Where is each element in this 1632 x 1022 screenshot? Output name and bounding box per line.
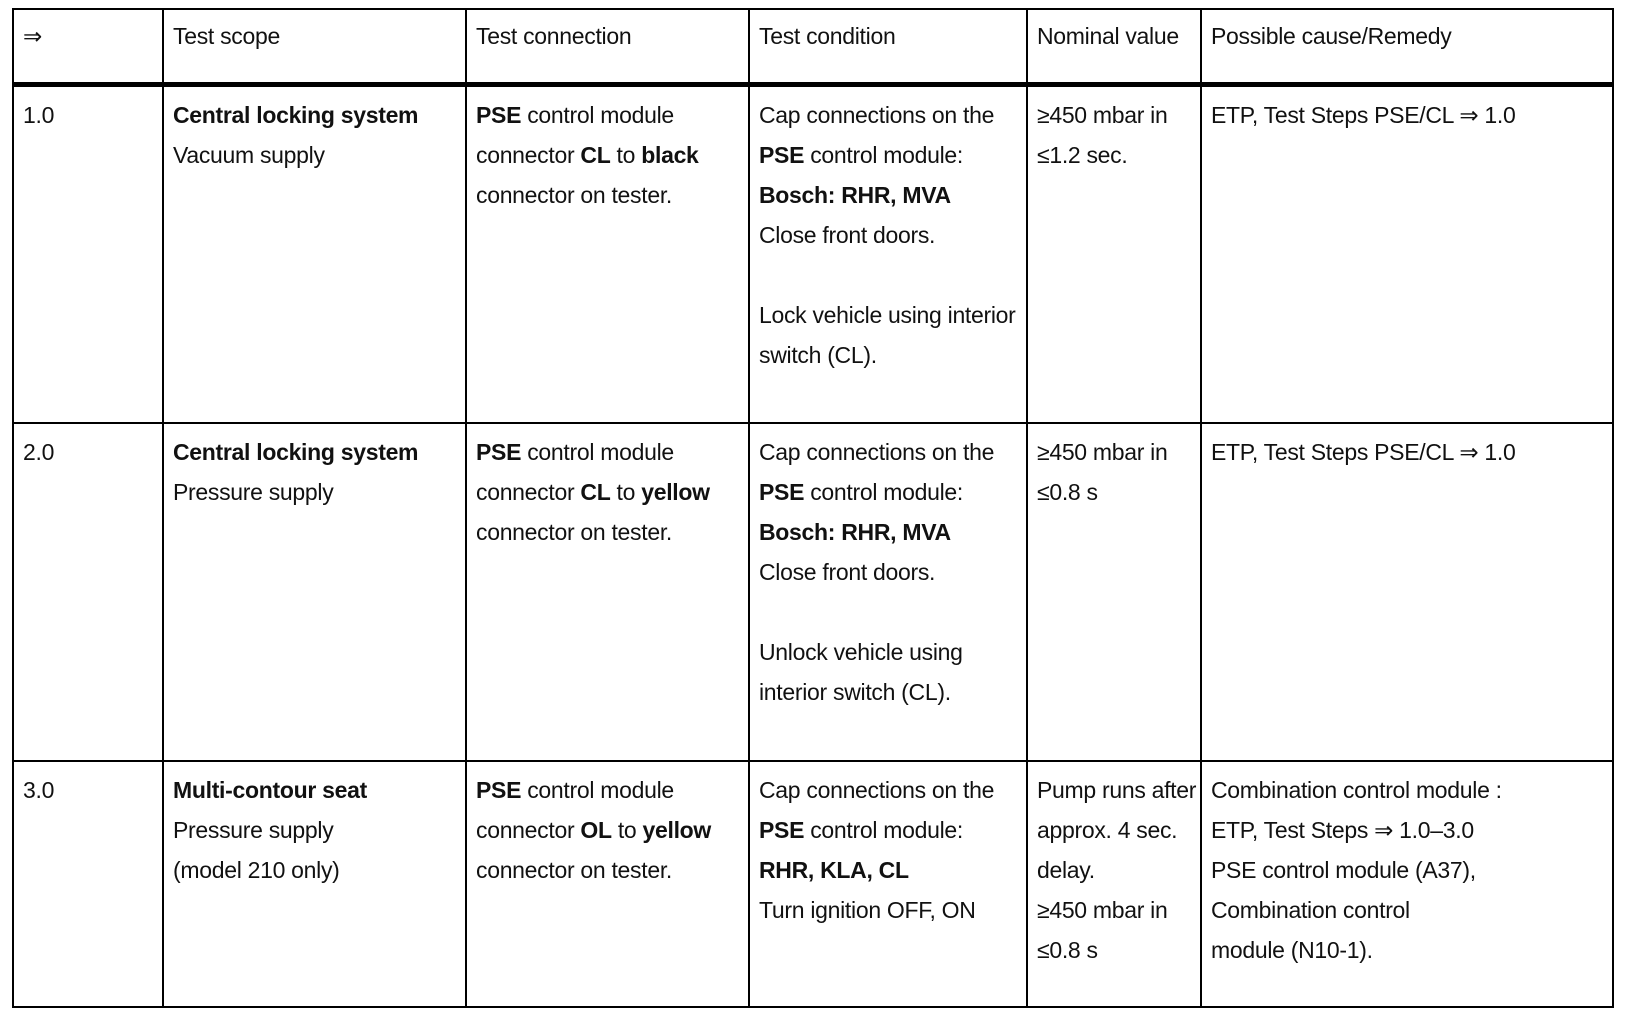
cond-text: Turn ignition OFF, ON	[759, 897, 976, 924]
header-nominal-value: Nominal value	[1027, 9, 1201, 84]
table-row	[13, 761, 1613, 1007]
cond-text: control module:	[804, 478, 963, 505]
conn-module-name: PSE	[476, 101, 522, 128]
conn-text: control module	[521, 777, 674, 804]
cond-module-name: PSE	[759, 817, 805, 844]
step-number: 2.0	[13, 423, 163, 762]
nominal-text: ≥450 mbar in	[1037, 101, 1168, 128]
cond-module-name: PSE	[759, 478, 805, 505]
test-condition-cell	[749, 84, 1027, 423]
nominal-text: approx. 4 sec.	[1037, 817, 1178, 844]
nominal-value-cell	[1027, 423, 1201, 762]
cond-connections: Bosch: RHR, MVA	[759, 181, 951, 208]
scope-detail: Vacuum supply	[173, 141, 325, 168]
cond-text: switch (CL).	[759, 341, 877, 368]
conn-text: to	[610, 478, 642, 505]
cond-text: Cap connections on the	[759, 777, 995, 804]
possible-cause-cell	[1201, 84, 1613, 423]
nominal-text: delay.	[1037, 857, 1095, 884]
test-condition-cell	[749, 761, 1027, 1007]
nominal-text: Pump runs after	[1037, 777, 1197, 804]
cond-text: interior switch (CL).	[759, 678, 951, 705]
conn-text: connector	[476, 141, 581, 168]
header-row	[13, 9, 1613, 84]
test-scope-cell	[163, 84, 466, 423]
cause-text: Combination control module :	[1211, 777, 1502, 804]
conn-text: control module	[521, 438, 674, 465]
nominal-value-cell	[1027, 761, 1201, 1007]
cond-module-name: PSE	[759, 141, 805, 168]
conn-connector: CL	[580, 141, 611, 168]
conn-module-name: PSE	[476, 438, 522, 465]
cond-text: control module:	[804, 817, 963, 844]
scope-title: Central locking system	[173, 438, 419, 465]
nominal-text: ≥450 mbar in	[1037, 897, 1168, 924]
test-connection-cell	[466, 761, 749, 1007]
cause-text: ETP, Test Steps ⇒ 1.0–3.0	[1211, 817, 1474, 844]
scope-detail: (model 210 only)	[173, 857, 340, 884]
cause-text: Combination control	[1211, 897, 1410, 924]
cause-text: PSE control module (A37),	[1211, 857, 1476, 884]
scope-detail: Pressure supply	[173, 478, 334, 505]
cond-connections: Bosch: RHR, MVA	[759, 518, 951, 545]
conn-connector: CL	[580, 478, 611, 505]
step-number: 3.0	[13, 761, 163, 1007]
step-number: 1.0	[13, 84, 163, 423]
header-test-connection: Test connection	[466, 9, 749, 84]
conn-text: connector	[476, 478, 581, 505]
cond-text: Unlock vehicle using	[759, 638, 963, 665]
scope-detail: Pressure supply	[173, 817, 334, 844]
conn-color: yellow	[642, 817, 712, 844]
test-connection-cell	[466, 423, 749, 762]
test-connection-cell	[466, 84, 749, 423]
header-test-condition: Test condition	[749, 9, 1027, 84]
nominal-text: ≥450 mbar in	[1037, 438, 1168, 465]
conn-color: black	[641, 141, 699, 168]
header-test-scope: Test scope	[163, 9, 466, 84]
cause-text: ETP, Test Steps PSE/CL ⇒ 1.0	[1211, 101, 1516, 128]
conn-text: control module	[521, 101, 674, 128]
nominal-text: ≤0.8 s	[1037, 478, 1098, 505]
conn-text: connector on tester.	[476, 857, 673, 884]
cond-text: Cap connections on the	[759, 438, 995, 465]
scope-title: Multi-contour seat	[173, 777, 367, 804]
test-scope-cell	[163, 423, 466, 762]
header-arrow: ⇒	[13, 9, 163, 84]
conn-text: to	[611, 817, 643, 844]
table-row	[13, 423, 1613, 762]
conn-text: connector on tester.	[476, 518, 673, 545]
conn-text: connector	[476, 817, 581, 844]
nominal-text: ≤0.8 s	[1037, 937, 1098, 964]
test-table	[12, 8, 1614, 1008]
conn-text: connector on tester.	[476, 181, 673, 208]
nominal-text: ≤1.2 sec.	[1037, 141, 1128, 168]
table-row	[13, 84, 1613, 423]
cond-text: Cap connections on the	[759, 101, 995, 128]
possible-cause-cell	[1201, 761, 1613, 1007]
nominal-value-cell	[1027, 84, 1201, 423]
possible-cause-cell	[1201, 423, 1613, 762]
cause-text: module (N10-1).	[1211, 937, 1373, 964]
cause-text: ETP, Test Steps PSE/CL ⇒ 1.0	[1211, 438, 1516, 465]
cond-connections: RHR, KLA, CL	[759, 857, 909, 884]
conn-connector: OL	[580, 817, 612, 844]
test-scope-cell	[163, 761, 466, 1007]
conn-text: to	[610, 141, 642, 168]
conn-module-name: PSE	[476, 777, 522, 804]
scope-title: Central locking system	[173, 101, 419, 128]
cond-text: Close front doors.	[759, 221, 936, 248]
cond-text: Lock vehicle using interior	[759, 301, 1016, 328]
test-condition-cell	[749, 423, 1027, 762]
conn-color: yellow	[641, 478, 710, 505]
cond-text: control module:	[804, 141, 963, 168]
header-possible-cause: Possible cause/Remedy	[1201, 9, 1613, 84]
cond-text: Close front doors.	[759, 558, 936, 585]
